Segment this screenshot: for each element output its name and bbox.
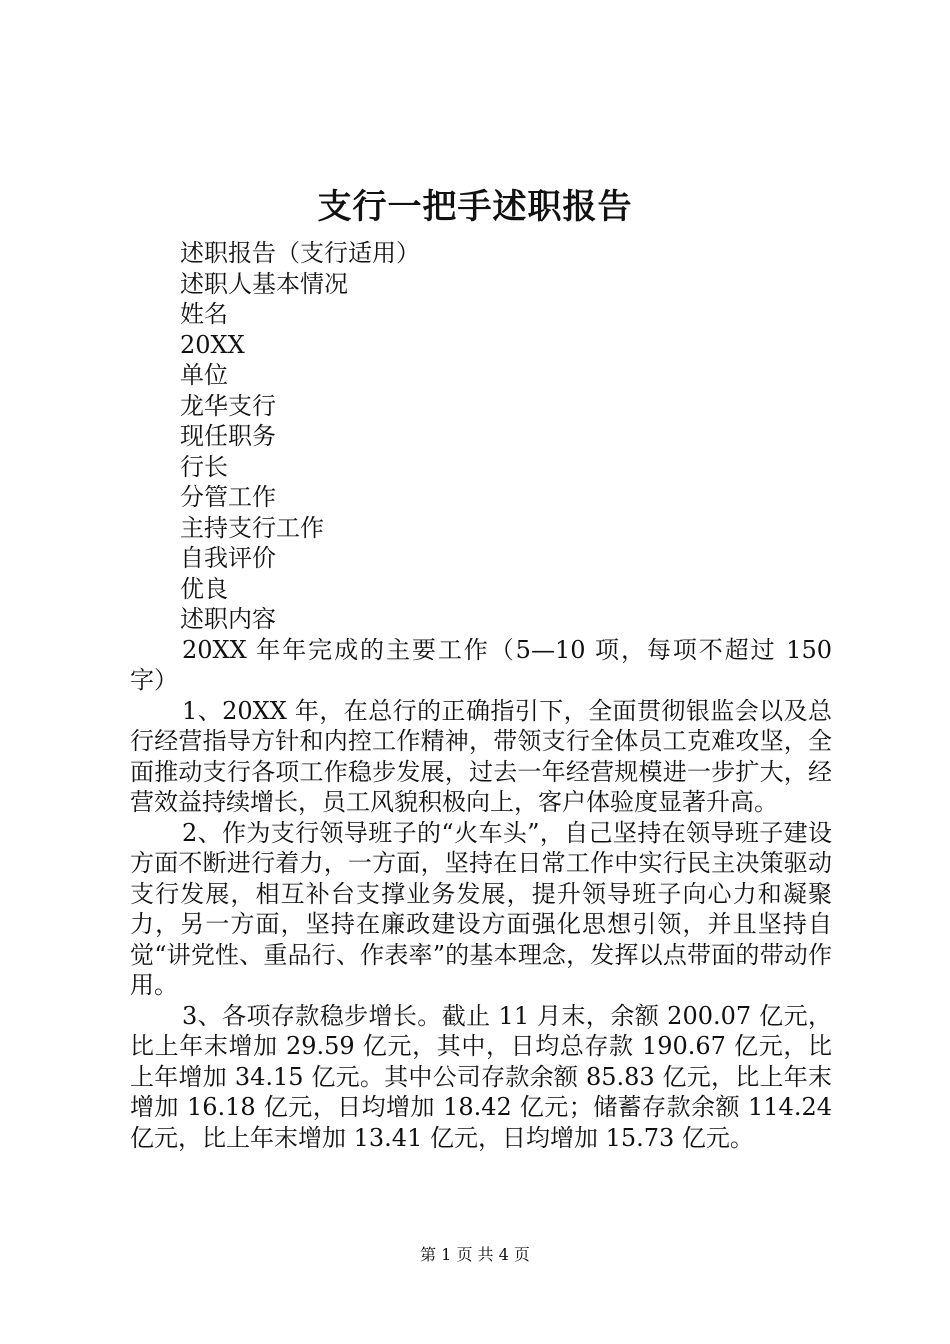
list-item: 主持支行工作 (180, 513, 324, 542)
list-item: 分管工作 (180, 483, 276, 511)
list-item: 20XX (180, 330, 245, 359)
list-item: 行长 (180, 452, 228, 481)
list-item: 述职人基本情况 (180, 269, 348, 298)
paragraph-2: 2、作为支行领导班子的“火车头”，自己坚持在领导班子建设方面不断进行着力，一方面，坚持在日常工作中实行民主决策驱动支行发展，相互补台支撑业务发展，提升领导班子向心力和凝聚力，另一方面，坚持在廉政建设方面强化思想引领，并且坚持自觉“讲党性、重品行、作表率”的基本理念，发挥以点带面的带动作用。 (130, 818, 832, 999)
list-item: 单位 (180, 361, 228, 389)
list-item: 现任职务 (180, 422, 276, 450)
list-item: 龙华支行 (180, 391, 276, 420)
document-title: 支行一把手述职报告 (317, 187, 633, 227)
document-body (130, 238, 832, 1153)
list-item: 姓名 (180, 300, 228, 328)
paragraph-main-work-heading: 20XX 年年完成的主要工作（5—10 项，每项不超过 150 字） (130, 635, 832, 694)
list-item: 自我评价 (180, 544, 276, 572)
page-footer: 第 1 页 共 4 页 (420, 1245, 530, 1264)
list-item: 述职内容 (180, 605, 276, 633)
paragraph-3: 3、各项存款稳步增长。截止 11 月末，余额 200.07 亿元，比上年末增加 29.59 亿元，其中，日均总存款 190.67 亿元，比上年增加 34.15 亿元。其中公司存款余额 85.83 亿元，比上年末增加 16.18 亿元，日均增加 18.42 亿元；储蓄存款余额 114.24 亿元，比上年末增加 13.41 亿元，日均增加 15.73 亿元。 (130, 1001, 832, 1152)
list-item: 述职报告（支行适用） (180, 239, 420, 267)
list-item: 优良 (180, 574, 228, 603)
paragraph-1: 1、20XX 年，在总行的正确指引下，全面贯彻银监会以及总行经营指导方针和内控工作精神，带领支行全体员工克难攻坚，全面推动支行各项工作稳步发展，过去一年经营规模进一步扩大，经营效益持续增长，员工风貌积极向上，客户体验度显著升高。 (130, 696, 832, 816)
